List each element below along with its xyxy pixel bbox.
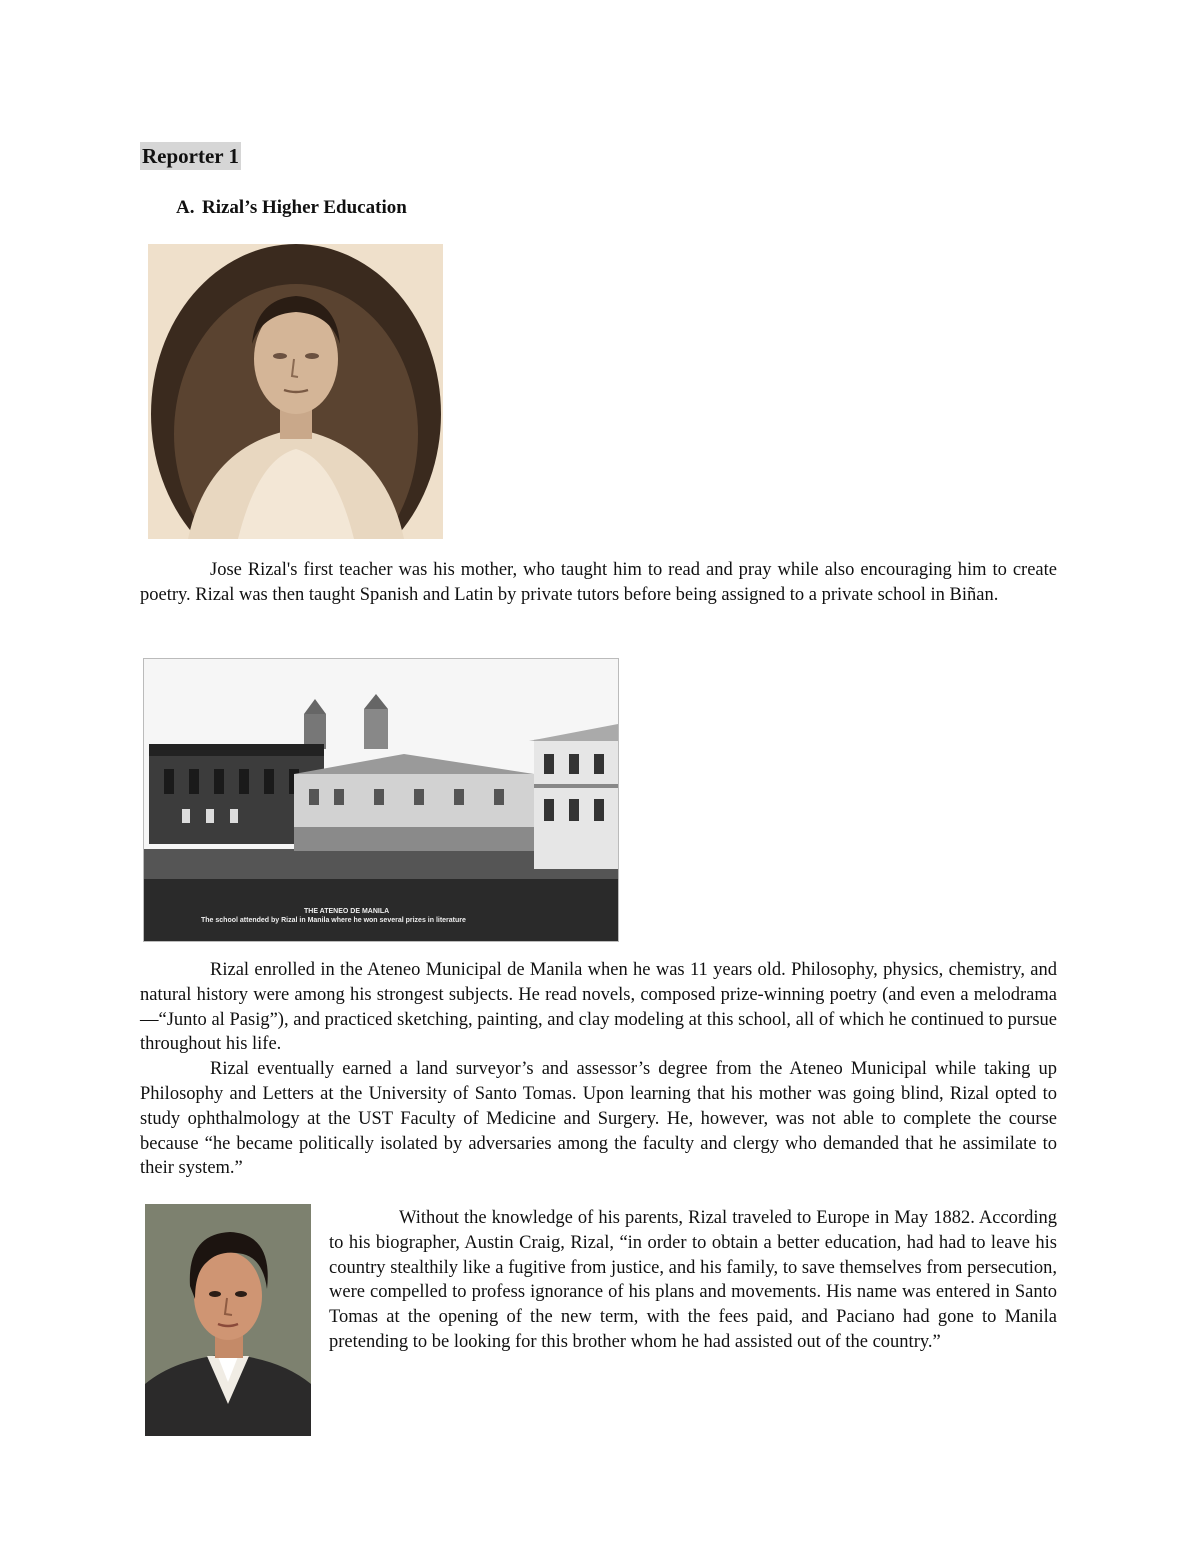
- section-heading: [176, 196, 407, 220]
- rizal-portrait-icon: [145, 1204, 311, 1436]
- section-marker: A.: [176, 197, 195, 218]
- paragraph-first-teacher: Jose Rizal's first teacher was his mother, who taught him to read and pray while also encouraging him to create poetry. Rizal was then taught Spanish and Latin by private tutors before being assigned to a private school in Biñan.: [140, 560, 1057, 605]
- paragraph-ust: Rizal eventually earned a land surveyor’s and assessor’s degree from the Ateneo Municipal while taking up Philosophy and Letters at the University of Santo Tomas. Upon learning that his mother was going blind, Rizal opted to study ophthalmology at the UST Faculty of Medicine and Surgery. He, however, was not able to complete the course because “he became politically isolated by adversaries among the faculty and clergy who demanded that he assimilate to their system.”: [140, 1059, 1057, 1179]
- paragraph-europe: Without the knowledge of his parents, Rizal traveled to Europe in May 1882. According to his biographer, Austin Craig, Rizal, “in order to obtain a better education, had had to leave his country stealthily like a fugitive from justice, and his family, to save themselves from persecution, were compelled to profess ignorance of his plans and movements. His name was entered in Santo Tomas at the opening of the new term, with the fees paid, and Paciano had gone to Manila pretending to be looking for this brother whom he had assisted out of the country.”: [329, 1208, 1057, 1352]
- school-caption-title: THE ATENEO DE MANILA: [304, 908, 390, 915]
- ateneo-text-block: [140, 958, 1057, 1181]
- reporter-label: Reporter 1: [142, 144, 239, 168]
- school-caption-text: The school attended by Rizal in Manila where he won several prizes in literature: [201, 917, 466, 924]
- mother-portrait-icon: [148, 244, 443, 539]
- section-title: Rizal’s Higher Education: [202, 197, 407, 218]
- paragraph-ateneo: Rizal enrolled in the Ateneo Municipal de Manila when he was 11 years old. Philosophy, physics, chemistry, and natural history were among his strongest subjects. He read novels, composed prize-winning poetry (and even a melodrama—“Junto al Pasig”), and practiced sketching, painting, and clay modeling at this school, all of which he continued to pursue throughout his life.: [140, 960, 1057, 1055]
- ateneo-photo-icon: [143, 658, 619, 942]
